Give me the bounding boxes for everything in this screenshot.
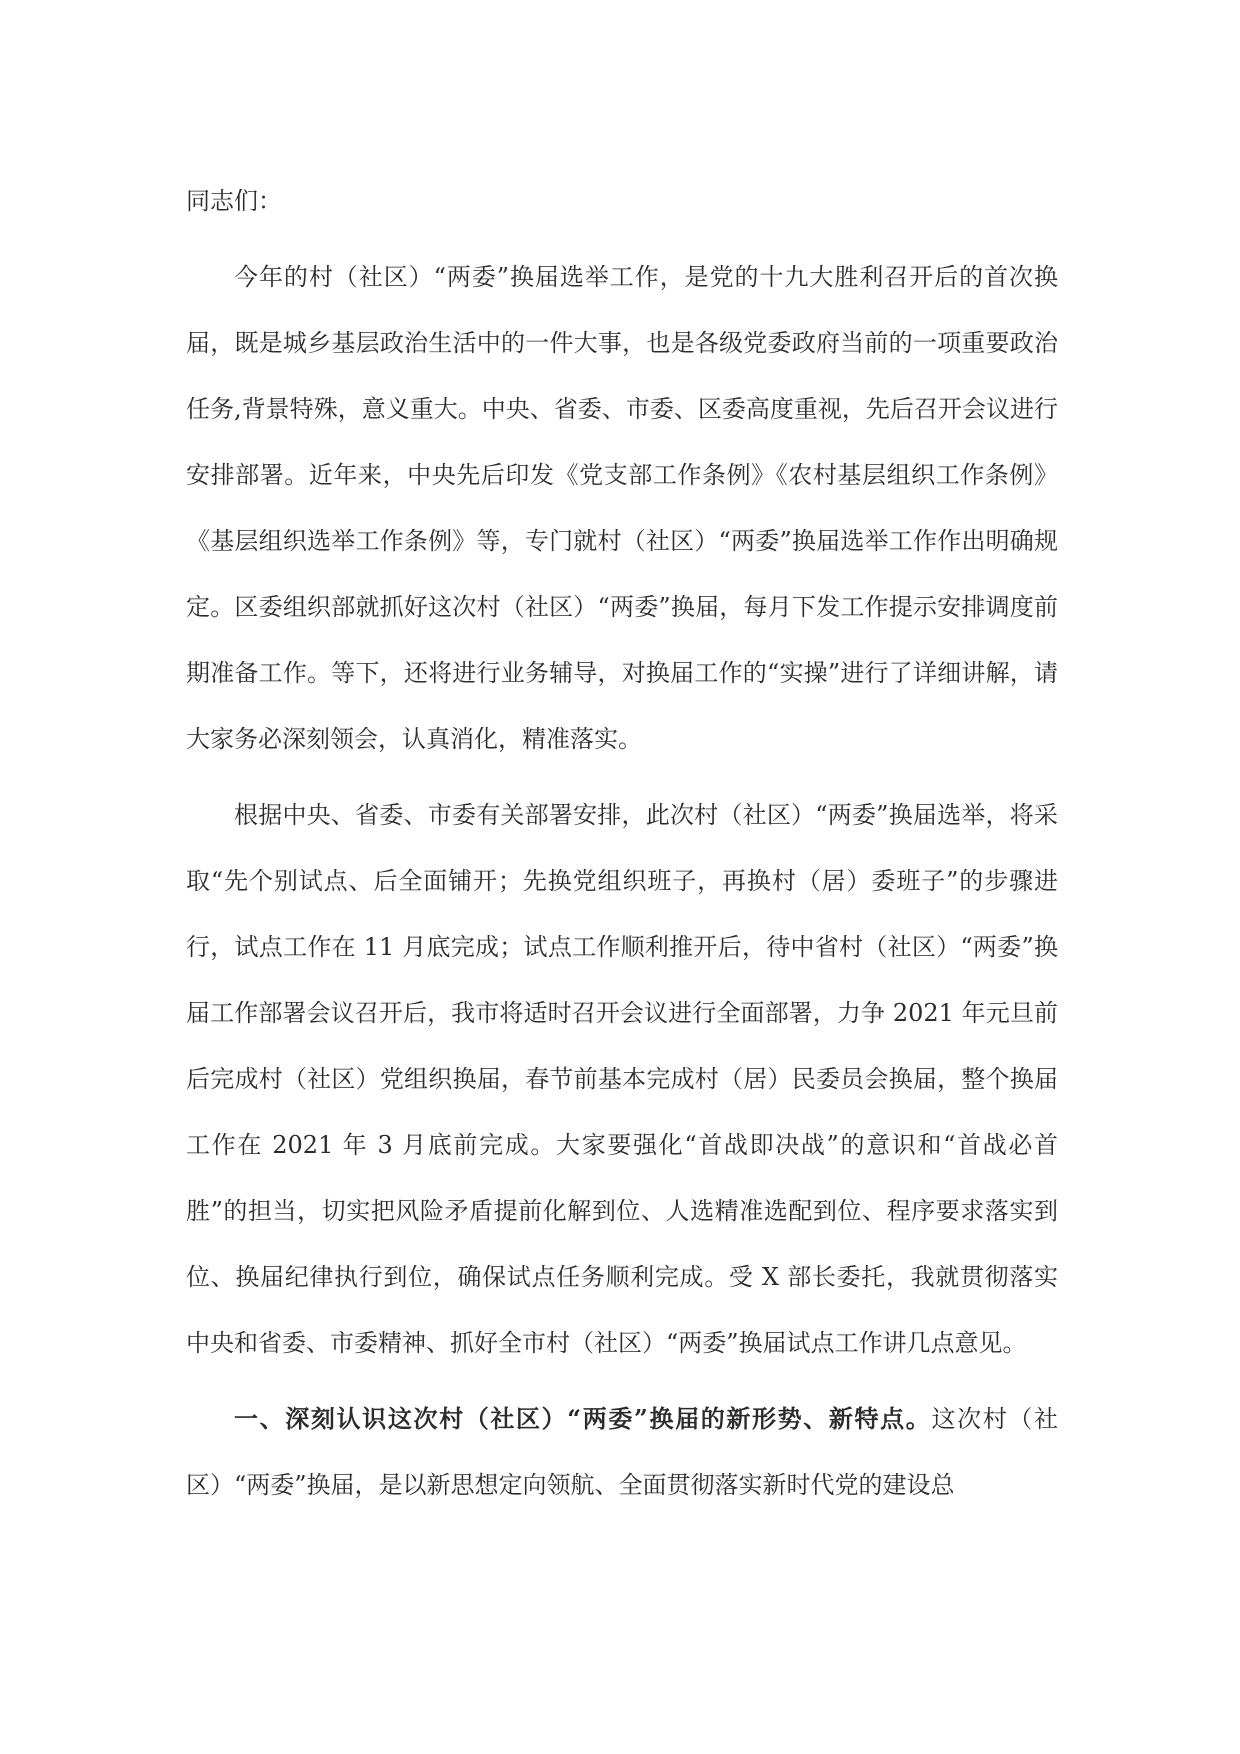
paragraph-2-text: 根据中央、省委、市委有关部署安排，此次村（社区）“两委”换届选举，将采取“先个别试点、后全面铺开；先换党组织班子，再换村（居）委班子”的步骤进行，试点工作在 11 月底完成；试点工作顺利推开后，待中省村（社区）“两委”换届工作部署会议召开后，我市将适时召开会议进行全面部署，力争 2021 年元旦前后完成村（社区）党组织换届，春节前基本完成村（居）民委员会换届，整个换届工作在 2021 年 3 月底前完成。大家要强化“首战即决战”的意识和“首战必首胜”的担当，切实把风险矛盾提前化解到位、人选精准选配到位、程序要求落实到位、换届纪律执行到位，确保试点任务顺利完成。受 X 部长委托，我就贯彻落实中央和省委、市委精神、抓好全市村（社区）“两委”换届试点工作讲几点意见。 bbox=[186, 801, 1058, 1357]
paragraph-3-text: 这次村（社区）“两委”换届，是以新思想定向领航、全面贯彻落实新时代党的建设总 bbox=[186, 1405, 1059, 1499]
section-heading-1: 一、深刻认识这次村（社区）“两委”换届的新形势、新特点。 bbox=[234, 1404, 932, 1433]
paragraph-1-text: 今年的村（社区）“两委”换届选举工作，是党的十九大胜利召开后的首次换届，既是城乡基层政治生活中的一件大事，也是各级党委政府当前的一项重要政治任务,背景特殊，意义重大。中央、省委、市委、区委高度重视，先后召开会议进行安排部署。近年来，中央先后印发《党支部工作条例》《农村基层组织工作条例》《基层组织选举工作条例》等，专门就村（社区）“两委”换届选举工作作出明确规定。区委组织部就抓好这次村（社区）“两委”换届，每月下发工作提示安排调度前期准备工作。等下，还将进行业务辅导，对换届工作的“实操”进行了详细讲解，请大家务必深刻领会，认真消化，精准落实。 bbox=[186, 263, 1058, 753]
paragraph-3 bbox=[186, 1386, 1058, 1518]
paragraph-2 bbox=[186, 782, 1058, 1376]
salutation: 同志们： bbox=[186, 187, 282, 215]
document-page bbox=[186, 168, 1058, 1528]
paragraph-1 bbox=[186, 244, 1058, 772]
